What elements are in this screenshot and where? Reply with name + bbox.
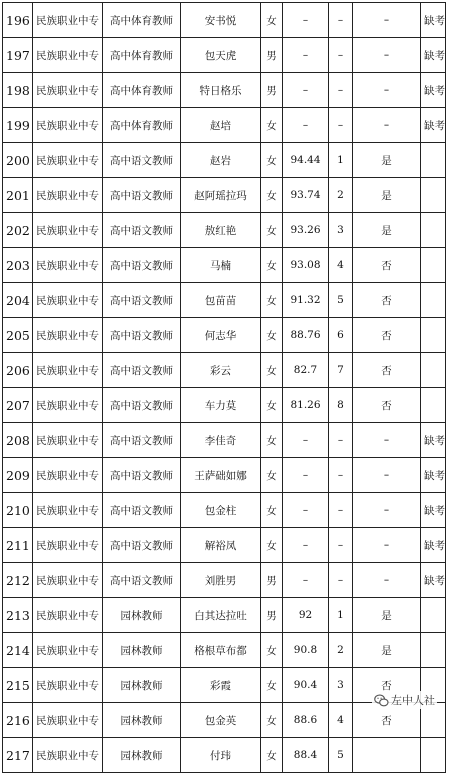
inspection-cell: – [353,108,421,143]
score-cell: – [283,423,329,458]
note-cell: 缺考 [421,73,446,108]
unit-cell: 民族职业中专 [33,3,103,38]
note-cell [421,318,446,353]
position-cell: 高中语文教师 [103,458,181,493]
name-cell: 包金柱 [181,493,261,528]
unit-cell: 民族职业中专 [33,528,103,563]
score-cell: 93.08 [283,248,329,283]
rank-cell: 4 [329,248,353,283]
position-cell: 高中语文教师 [103,423,181,458]
row-number: 207 [3,388,33,423]
inspection-cell: – [353,493,421,528]
note-cell: 缺考 [421,3,446,38]
inspection-cell: – [353,458,421,493]
score-cell: 90.8 [283,633,329,668]
name-cell: 白其达拉吐 [181,598,261,633]
note-cell [421,248,446,283]
unit-cell: 民族职业中专 [33,703,103,738]
table-row [3,3,446,38]
row-number: 204 [3,283,33,318]
score-cell: 93.74 [283,178,329,213]
sex-cell: 女 [261,318,283,353]
sex-cell: 女 [261,668,283,703]
score-cell: 94.44 [283,143,329,178]
name-cell: 包金英 [181,703,261,738]
row-number: 209 [3,458,33,493]
inspection-cell: – [353,528,421,563]
inspection-cell: 否 [353,283,421,318]
note-cell: 缺考 [421,563,446,598]
position-cell: 高中语文教师 [103,493,181,528]
table-row [3,178,446,213]
rank-cell: – [329,423,353,458]
inspection-cell: 是 [353,213,421,248]
unit-cell: 民族职业中专 [33,38,103,73]
row-number: 217 [3,738,33,773]
unit-cell: 民族职业中专 [33,108,103,143]
table-row [3,458,446,493]
score-cell: – [283,528,329,563]
results-table [2,2,446,773]
position-cell: 园林教师 [103,668,181,703]
unit-cell: 民族职业中专 [33,458,103,493]
rank-cell: 1 [329,598,353,633]
sex-cell: 男 [261,598,283,633]
sex-cell: 女 [261,108,283,143]
score-cell: 91.32 [283,283,329,318]
position-cell: 高中语文教师 [103,563,181,598]
name-cell: 安书悦 [181,3,261,38]
table-row [3,493,446,528]
table-row [3,353,446,388]
row-number: 212 [3,563,33,598]
score-cell: – [283,563,329,598]
name-cell: 包苗苗 [181,283,261,318]
watermark-text: 左中人社 [391,694,435,707]
name-cell: 包天虎 [181,38,261,73]
name-cell: 王萨础如娜 [181,458,261,493]
row-number: 211 [3,528,33,563]
note-cell [421,213,446,248]
score-cell: 82.7 [283,353,329,388]
score-cell: – [283,38,329,73]
sex-cell: 女 [261,738,283,773]
name-cell: 李佳奇 [181,423,261,458]
note-cell [421,598,446,633]
table-row [3,73,446,108]
note-cell [421,353,446,388]
row-number: 216 [3,703,33,738]
name-cell: 马楠 [181,248,261,283]
score-cell: – [283,458,329,493]
inspection-cell: 否 [353,703,421,738]
rank-cell: 8 [329,388,353,423]
position-cell: 高中语文教师 [103,528,181,563]
row-number: 196 [3,3,33,38]
table-row [3,38,446,73]
unit-cell: 民族职业中专 [33,178,103,213]
note-cell [421,178,446,213]
position-cell: 高中体育教师 [103,38,181,73]
unit-cell: 民族职业中专 [33,738,103,773]
unit-cell: 民族职业中专 [33,143,103,178]
position-cell: 高中语文教师 [103,248,181,283]
note-cell [421,738,446,773]
name-cell: 赵阿瑶拉玛 [181,178,261,213]
inspection-cell: – [353,38,421,73]
position-cell: 园林教师 [103,738,181,773]
unit-cell: 民族职业中专 [33,563,103,598]
sex-cell: 男 [261,38,283,73]
rank-cell: 3 [329,213,353,248]
position-cell: 园林教师 [103,633,181,668]
position-cell: 高中体育教师 [103,73,181,108]
note-cell: 缺考 [421,38,446,73]
name-cell: 解裕凤 [181,528,261,563]
name-cell: 刘胜男 [181,563,261,598]
score-cell: – [283,493,329,528]
inspection-cell: – [353,563,421,598]
watermark [372,691,437,709]
inspection-cell: 是 [353,143,421,178]
name-cell: 特日格乐 [181,73,261,108]
sex-cell: 女 [261,388,283,423]
name-cell: 何志华 [181,318,261,353]
table-row [3,528,446,563]
table-row [3,738,446,773]
name-cell: 格根草布都 [181,633,261,668]
position-cell: 高中语文教师 [103,143,181,178]
table-row [3,143,446,178]
position-cell: 高中语文教师 [103,318,181,353]
unit-cell: 民族职业中专 [33,318,103,353]
unit-cell: 民族职业中专 [33,388,103,423]
table-row [3,423,446,458]
position-cell: 高中体育教师 [103,108,181,143]
table-row [3,598,446,633]
position-cell: 高中语文教师 [103,353,181,388]
sex-cell: 男 [261,563,283,598]
row-number: 197 [3,38,33,73]
score-cell: – [283,108,329,143]
row-number: 205 [3,318,33,353]
row-number: 202 [3,213,33,248]
rank-cell: 5 [329,738,353,773]
position-cell: 园林教师 [103,598,181,633]
rank-cell: 4 [329,703,353,738]
unit-cell: 民族职业中专 [33,493,103,528]
unit-cell: 民族职业中专 [33,633,103,668]
rank-cell: 2 [329,633,353,668]
row-number: 213 [3,598,33,633]
sex-cell: 女 [261,528,283,563]
name-cell: 赵岩 [181,143,261,178]
unit-cell: 民族职业中专 [33,668,103,703]
score-cell: 88.6 [283,703,329,738]
table-row [3,108,446,143]
inspection-cell: 否 [353,668,421,703]
inspection-cell: – [353,73,421,108]
score-cell: – [283,3,329,38]
position-cell: 高中语文教师 [103,388,181,423]
note-cell: 缺考 [421,493,446,528]
inspection-cell: 否 [353,248,421,283]
rank-cell: – [329,3,353,38]
note-cell [421,633,446,668]
unit-cell: 民族职业中专 [33,73,103,108]
rank-cell: – [329,563,353,598]
rank-cell: 7 [329,353,353,388]
wechat-icon [374,693,389,708]
row-number: 208 [3,423,33,458]
table-row [3,283,446,318]
score-cell: 92 [283,598,329,633]
row-number: 200 [3,143,33,178]
name-cell: 彩云 [181,353,261,388]
sex-cell: 女 [261,633,283,668]
sex-cell: 女 [261,353,283,388]
unit-cell: 民族职业中专 [33,248,103,283]
row-number: 215 [3,668,33,703]
inspection-cell: – [353,3,421,38]
rank-cell: 5 [329,283,353,318]
row-number: 198 [3,73,33,108]
rank-cell: – [329,458,353,493]
score-cell: 90.4 [283,668,329,703]
unit-cell: 民族职业中专 [33,598,103,633]
note-cell: 缺考 [421,108,446,143]
rank-cell: – [329,493,353,528]
score-cell: 93.26 [283,213,329,248]
table-row [3,318,446,353]
unit-cell: 民族职业中专 [33,423,103,458]
rank-cell: 2 [329,178,353,213]
position-cell: 高中语文教师 [103,178,181,213]
row-number: 203 [3,248,33,283]
name-cell: 付玮 [181,738,261,773]
inspection-cell [353,738,421,773]
note-cell: 缺考 [421,458,446,493]
inspection-cell: 是 [353,598,421,633]
score-cell: 88.76 [283,318,329,353]
sex-cell: 女 [261,248,283,283]
name-cell: 彩霞 [181,668,261,703]
score-cell: – [283,73,329,108]
unit-cell: 民族职业中专 [33,283,103,318]
name-cell: 赵培 [181,108,261,143]
name-cell: 车力莫 [181,388,261,423]
sex-cell: 女 [261,423,283,458]
note-cell [421,283,446,318]
position-cell: 园林教师 [103,703,181,738]
score-cell: 88.4 [283,738,329,773]
rank-cell: 1 [329,143,353,178]
inspection-cell: – [353,423,421,458]
note-cell [421,388,446,423]
row-number: 199 [3,108,33,143]
row-number: 201 [3,178,33,213]
rank-cell: – [329,108,353,143]
rank-cell: – [329,38,353,73]
rank-cell: – [329,528,353,563]
table-row [3,388,446,423]
inspection-cell: 否 [353,353,421,388]
position-cell: 高中体育教师 [103,3,181,38]
score-cell: 81.26 [283,388,329,423]
table-row [3,563,446,598]
sex-cell: 男 [261,73,283,108]
note-cell: 缺考 [421,528,446,563]
unit-cell: 民族职业中专 [33,353,103,388]
sex-cell: 女 [261,178,283,213]
sex-cell: 女 [261,493,283,528]
note-cell: 缺考 [421,423,446,458]
table-row [3,213,446,248]
rank-cell: 6 [329,318,353,353]
sex-cell: 女 [261,3,283,38]
inspection-cell: 否 [353,318,421,353]
sex-cell: 女 [261,213,283,248]
table-body [3,3,446,773]
unit-cell: 民族职业中专 [33,213,103,248]
table-row [3,248,446,283]
position-cell: 高中语文教师 [103,213,181,248]
sex-cell: 女 [261,703,283,738]
row-number: 210 [3,493,33,528]
note-cell [421,143,446,178]
table-row [3,633,446,668]
inspection-cell: 是 [353,178,421,213]
rank-cell: 3 [329,668,353,703]
inspection-cell: 是 [353,633,421,668]
row-number: 214 [3,633,33,668]
sex-cell: 女 [261,458,283,493]
name-cell: 敖红艳 [181,213,261,248]
position-cell: 高中语文教师 [103,283,181,318]
rank-cell: – [329,73,353,108]
sex-cell: 女 [261,143,283,178]
row-number: 206 [3,353,33,388]
sex-cell: 女 [261,283,283,318]
inspection-cell: 否 [353,388,421,423]
